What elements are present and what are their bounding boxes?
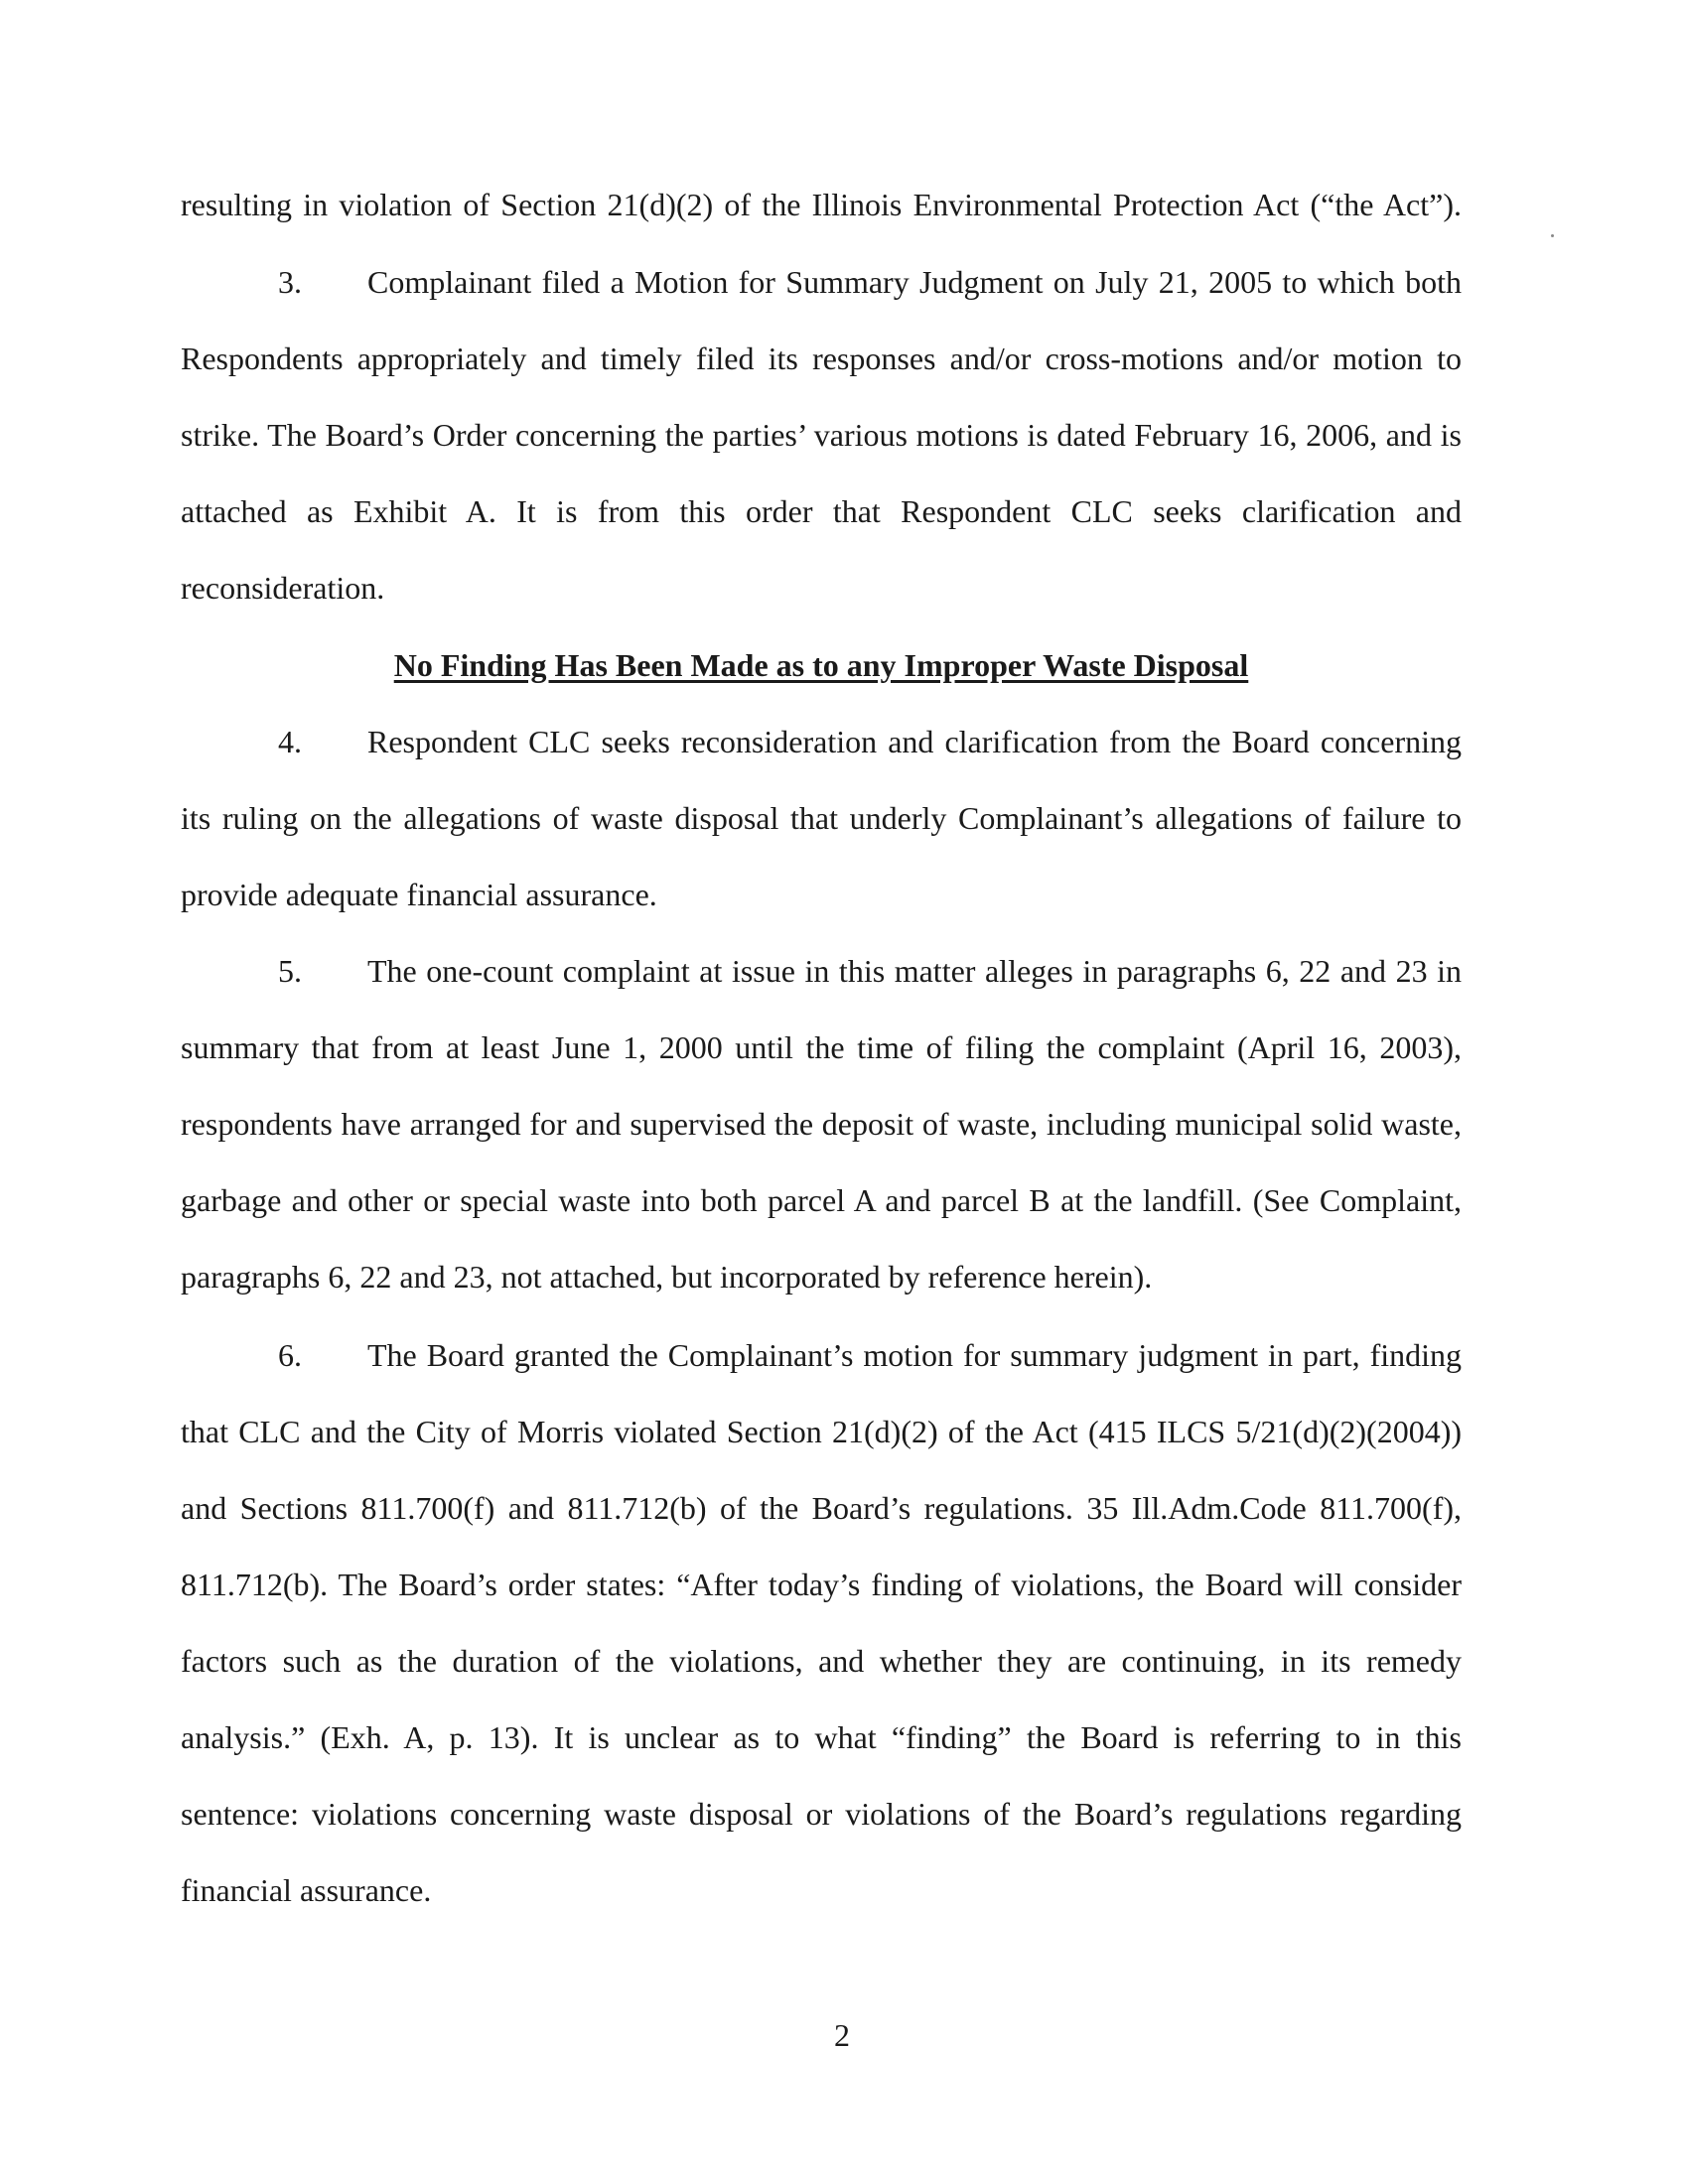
- scan-speck: [1551, 234, 1554, 237]
- paragraph-line: attached as Exhibit A. It is from this order that Respondent CLC seeks clarification and: [181, 493, 1462, 529]
- paragraph-number: 3.: [278, 264, 302, 300]
- paragraph-number: 4.: [278, 724, 302, 759]
- paragraph-line: strike. The Board’s Order concerning the parties’ various motions is dated February 16, 2006, and is: [181, 417, 1462, 453]
- paragraph-line: financial assurance.: [181, 1872, 432, 1908]
- paragraph-line: paragraphs 6, 22 and 23, not attached, but incorporated by reference herein).: [181, 1259, 1153, 1295]
- paragraph-line: The Board granted the Complainant’s motion for summary judgment in part, finding: [367, 1337, 1462, 1373]
- page-number: 2: [834, 2017, 850, 2053]
- paragraph-line: Respondents appropriately and timely filed its responses and/or cross-motions and/or motion to: [181, 341, 1462, 376]
- paragraph-line: and Sections 811.700(f) and 811.712(b) of the Board’s regulations. 35 Ill.Adm.Code 811.700(f),: [181, 1490, 1462, 1526]
- paragraph-line: Respondent CLC seeks reconsideration and clarification from the Board concerning: [367, 724, 1462, 759]
- paragraph-line: provide adequate financial assurance.: [181, 877, 657, 912]
- paragraph-number: 5.: [278, 953, 302, 989]
- paragraph-line: its ruling on the allegations of waste disposal that underly Complainant’s allegations of failure to: [181, 800, 1462, 836]
- paragraph-line: Complainant filed a Motion for Summary Judgment on July 21, 2005 to which both: [367, 264, 1462, 300]
- paragraph-line: summary that from at least June 1, 2000 until the time of filing the complaint (April 16, 2003),: [181, 1029, 1462, 1065]
- paragraph-line: respondents have arranged for and supervised the deposit of waste, including municipal solid waste,: [181, 1106, 1462, 1142]
- section-heading: No Finding Has Been Made as to any Improper Waste Disposal: [393, 647, 1249, 683]
- paragraph-line: analysis.” (Exh. A, p. 13). It is unclear as to what “finding” the Board is referring to in this: [181, 1719, 1462, 1755]
- intro-line: resulting in violation of Section 21(d)(2) of the Illinois Environmental Protection Act (“the Act”).: [181, 187, 1462, 222]
- paragraph-line: 811.712(b). The Board’s order states: “After today’s finding of violations, the Board will consider: [181, 1567, 1462, 1602]
- paragraph-line: that CLC and the City of Morris violated Section 21(d)(2) of the Act (415 ILCS 5/21(d)(2)(2004)): [181, 1414, 1462, 1449]
- paragraph-line: reconsideration.: [181, 570, 385, 606]
- paragraph-line: sentence: violations concerning waste disposal or violations of the Board’s regulations regarding: [181, 1796, 1462, 1832]
- paragraph-number: 6.: [278, 1337, 302, 1373]
- paragraph-line: garbage and other or special waste into both parcel A and parcel B at the landfill. (See Complaint,: [181, 1182, 1462, 1218]
- paragraph-line: The one-count complaint at issue in this matter alleges in paragraphs 6, 22 and 23 in: [367, 953, 1462, 989]
- paragraph-line: factors such as the duration of the violations, and whether they are continuing, in its remedy: [181, 1643, 1462, 1679]
